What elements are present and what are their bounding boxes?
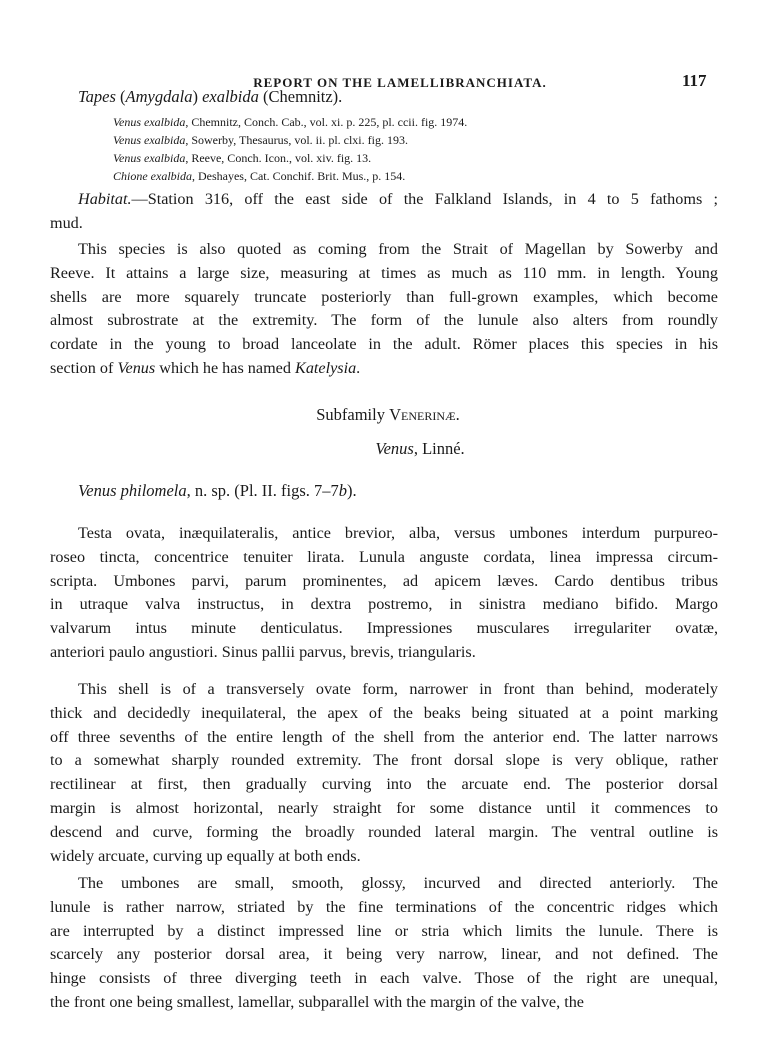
text-line: [113, 131, 467, 149]
text-line: [50, 546, 718, 570]
text-line: [113, 167, 467, 185]
text: , Chemnitz, Conch. Cab., vol. xi. p. 225, pl. ccii. fig. 1974.: [185, 115, 468, 129]
italic-text: exalbida: [202, 87, 259, 106]
text: almost subrostrate at the extremity. The form of the lunule also alters from roundly: [50, 311, 718, 330]
species-title-tapes-exalbida: [78, 86, 342, 108]
text: , Reeve, Conch. Icon., vol. xiv. fig. 13.: [185, 151, 372, 165]
text-line: [50, 333, 718, 357]
text: the front one being smallest, lamellar, subparallel with the margin of the valve, the: [50, 992, 584, 1011]
text: , n. sp. (Pl. II. figs. 7–7: [186, 481, 339, 500]
text-line: [50, 872, 718, 896]
text-line: [50, 920, 718, 944]
habitat-paragraph: [50, 188, 718, 236]
text-line: [50, 943, 718, 967]
text-line: [50, 702, 718, 726]
text-line: [50, 845, 718, 869]
text: (Chemnitz).: [258, 87, 343, 106]
italic-text: Venus exalbida: [113, 151, 186, 165]
text: , Deshayes, Cat. Conchif. Brit. Mus., p. 154.: [191, 169, 406, 183]
latin-diagnosis-paragraph: [50, 522, 718, 665]
subfamily-name: Venerinæ.: [389, 405, 460, 424]
italic-text: b: [338, 481, 348, 500]
text-line: [113, 149, 467, 167]
italic-text: Habitat.: [78, 190, 132, 208]
text: ): [192, 87, 203, 106]
italic-text: Venus exalbida: [113, 133, 186, 147]
text: rectilinear at first, then gradually curving into the arcuate end. The posterior dorsal: [50, 775, 718, 794]
text-line: [50, 896, 718, 920]
genus-heading: [300, 438, 540, 460]
text: , Linné.: [413, 439, 465, 458]
text-line: [50, 967, 718, 991]
text: (: [115, 87, 126, 106]
text-line: [50, 238, 718, 262]
text: section of: [50, 358, 118, 377]
italic-text: Venus: [375, 439, 414, 458]
text-line: [50, 991, 718, 1015]
text: lunule is rather narrow, striated by the fine terminations of the concentric ridges which: [50, 897, 718, 916]
text: Testa ovata, inæquilateralis, antice brevior, alba, versus umbones interdum purpureo-: [78, 524, 718, 542]
description-paragraph-1: [50, 678, 718, 868]
text: —Station 316, off the east side of the Falkland Islands, in 4 to 5 fathoms ;: [131, 190, 718, 208]
text: roseo tincta, concentrice tenuiter lirata. Lunula anguste cordata, linea impressa circum-: [50, 547, 718, 566]
subfamily-heading: [0, 404, 776, 426]
text-line: [50, 357, 718, 381]
text-line: [50, 773, 718, 797]
text: off three sevenths of the entire length of the shell from the anterior end. The latter narrows: [50, 727, 718, 746]
italic-text: Chione exalbida: [113, 169, 192, 183]
text-line: [50, 797, 718, 821]
text: Reeve. It attains a large size, measuring at times as much as 110 mm. in length. Young: [50, 263, 718, 282]
text-line: [50, 262, 718, 286]
text: mud.: [50, 213, 83, 232]
text: which he has named: [155, 358, 296, 377]
text: shells are more squarely truncate posteriorly than full-grown examples, which become: [50, 287, 718, 306]
text: to a somewhat sharply rounded extremity. The front dorsal slope is very oblique, rather: [50, 751, 718, 770]
text: hinge consists of three diverging teeth in each valve. Those of the right are unequal,: [50, 969, 718, 988]
text: anteriori paulo angustiori. Sinus pallii parvus, brevis, triangularis.: [50, 642, 476, 661]
text: The umbones are small, smooth, glossy, incurved and directed anteriorly. The: [78, 874, 718, 892]
text: margin is almost horizontal, nearly straight for some distance until it commences to: [50, 798, 718, 817]
text: widely arcuate, curving up equally at both ends.: [50, 846, 361, 865]
text-line: [50, 749, 718, 773]
text-line: [50, 726, 718, 750]
text: This species is also quoted as coming from the Strait of Magellan by Sowerby and: [78, 240, 718, 258]
page-number: 117: [682, 71, 707, 90]
synonymy-references: [113, 113, 467, 185]
italic-text: Venus exalbida: [113, 115, 186, 129]
text: descend and curve, forming the broadly rounded lateral margin. The ventral outline is: [50, 822, 718, 841]
text: , Sowerby, Thesaurus, vol. ii. pl. clxi. fig. 193.: [185, 133, 408, 147]
text: This shell is of a transversely ovate form, narrower in front than behind, moderately: [78, 680, 718, 698]
text: scripta. Umbones parvi, parum prominentes, ad apicem læves. Cardo dentibus tribus: [50, 571, 718, 590]
text: thick and decidedly inequilateral, the apex of the beaks being situated at a point marking: [50, 703, 718, 722]
text-line: [50, 570, 718, 594]
text-line: [50, 188, 718, 212]
text-line: [50, 641, 718, 665]
text-line: [113, 113, 467, 131]
italic-text: Amygdala: [125, 87, 193, 106]
text-line: [50, 309, 718, 333]
italic-text: Katelysia: [295, 358, 357, 377]
species-title-venus-philomela: [78, 480, 357, 502]
text-line: [50, 821, 718, 845]
subfamily-prefix: Subfamily: [316, 405, 390, 424]
text-line: [50, 617, 718, 641]
text: ).: [347, 481, 357, 500]
italic-text: Venus: [117, 358, 156, 377]
text-line: [50, 678, 718, 702]
remarks-paragraph: [50, 238, 718, 381]
text-line: [50, 212, 718, 236]
text: valvarum intus minute denticulatus. Impressiones musculares irregulariter ovatæ,: [50, 619, 718, 638]
text-line: [50, 593, 718, 617]
text: cordate in the young to broad lanceolate in the adult. Römer places this species in his: [50, 335, 718, 354]
text: in utraque valva instructus, in dextra postremo, in sinistra mediano bifido. Margo: [50, 595, 718, 614]
italic-text: Tapes: [78, 87, 116, 106]
description-paragraph-2: [50, 872, 718, 1015]
running-head: REPORT ON THE LAMELLIBRANCHIATA.: [253, 75, 547, 90]
text: scarcely any posterior dorsal area, it being very narrow, linear, and not defined. The: [50, 945, 718, 964]
text: are interrupted by a distinct impressed line or stria which limits the lunule. There is: [50, 921, 718, 940]
italic-text: Venus philomela: [78, 481, 187, 500]
text-line: [50, 286, 718, 310]
text: .: [356, 358, 361, 377]
text-line: [50, 522, 718, 546]
